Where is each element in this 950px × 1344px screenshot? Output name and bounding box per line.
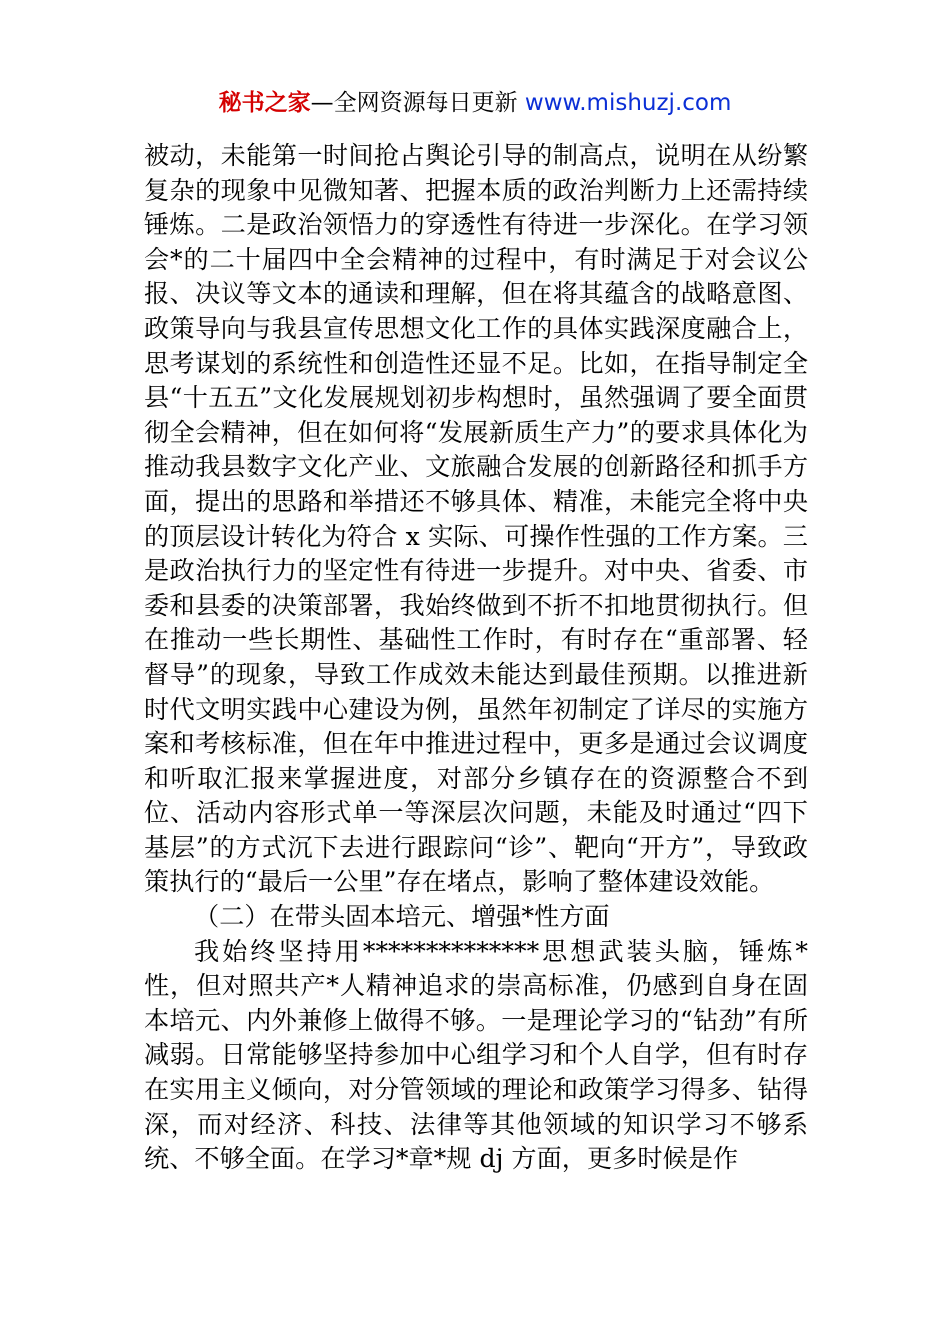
section-heading: （二）在带头固本培元、增强*性方面 xyxy=(194,902,610,932)
website-link[interactable]: www.mishuzj.com xyxy=(524,90,732,116)
brand-name: 秘书之家 xyxy=(218,90,311,116)
body-paragraph: 我始终坚持用**************思想武装头脑，锤炼*性，但对照共产*人精神追求的崇高标准，仍感到自身在固本培元、内外兼修上做得不够。一是理论学习的“钻劲”有所减弱。日常能够坚持参加中心组学习和个人自学，但有时存在实用主义倾向，对分管领域的理论和政策学习得多、钻得深，而对经济、科技、法律等其他领域的知识学习不够系统、不够全面。在学习*章*规 dj 方面，更多时候是作 xyxy=(144,936,808,1174)
document-body xyxy=(144,139,808,1177)
header-tagline: —全网资源每日更新 xyxy=(310,90,525,116)
page-header xyxy=(0,86,950,120)
body-paragraph: 被动，未能第一时间抢占舆论引导的制高点，说明在从纷繁复杂的现象中见微知著、把握本质的政治判断力上还需持续锤炼。二是政治领悟力的穿透性有待进一步深化。在学习领会*的二十届四中全会精神的过程中，有时满足于对会议公报、决议等文本的通读和理解，但在将其蕴含的战略意图、政策导向与我县宣传思想文化工作的具体实践深度融合上，思考谋划的系统性和创造性还显不足。比如，在指导制定全县“十五五”文化发展规划初步构想时，虽然强调了要全面贯彻全会精神，但在如何将“发展新质生产力”的要求具体化为推动我县数字文化产业、文旅融合发展的创新路径和抓手方面，提出的思路和举措还不够具体、精准，未能完全将中央的顶层设计转化为符合 x 实际、可操作性强的工作方案。三是政治执行力的坚定性有待进一步提升。对中央、省委、市委和县委的决策部署，我始终做到不折不扣地贯彻执行。但在推动一些长期性、基础性工作时，有时存在“重部署、轻督导”的现象，导致工作成效未能达到最佳预期。以推进新时代文明实践中心建设为例，虽然年初制定了详尽的实施方案和考核标准，但在年中推进过程中，更多是通过会议调度和听取汇报来掌握进度，对部分乡镇存在的资源整合不到位、活动内容形式单一等深层次问题，未能及时通过“四下基层”的方式沉下去进行跟踪问“诊”、靶向“开方”，导致政策执行的“最后一公里”存在堵点，影响了整体建设效能。 xyxy=(144,141,808,897)
